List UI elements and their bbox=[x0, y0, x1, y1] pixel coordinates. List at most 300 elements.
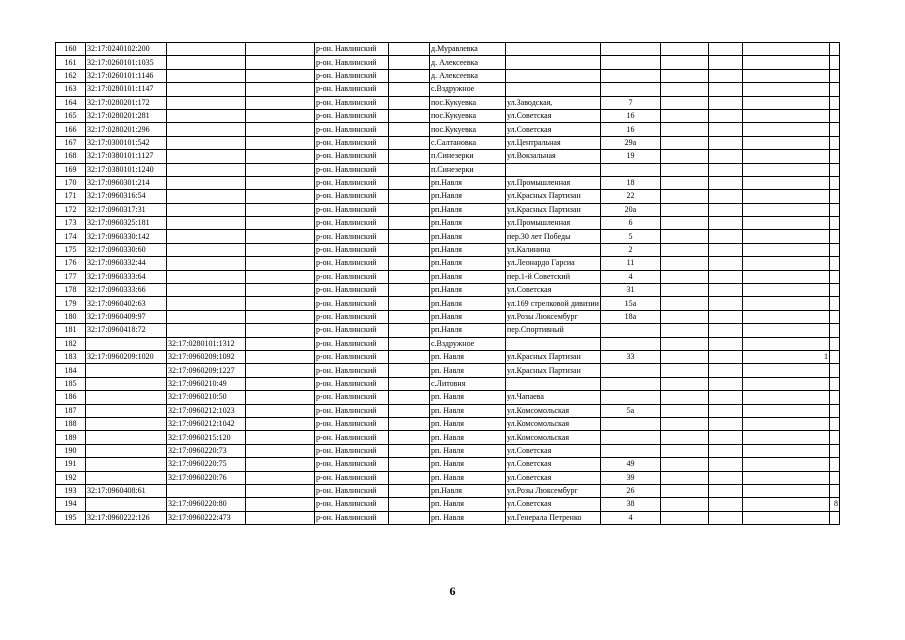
house-number-cell: 19 bbox=[600, 150, 660, 163]
cell-col-5 bbox=[389, 43, 430, 56]
cell-col-3 bbox=[246, 377, 315, 390]
cadastral-number-1 bbox=[86, 404, 167, 417]
cadastral-number-2 bbox=[167, 150, 246, 163]
house-number-cell: 5а bbox=[600, 404, 660, 417]
table-row bbox=[56, 297, 840, 310]
cadastral-number-1: 32:17:0960209:1020 bbox=[86, 350, 167, 363]
row-number: 176 bbox=[56, 257, 86, 270]
locality-cell: рп. Навля bbox=[430, 431, 506, 444]
cell-col-9 bbox=[660, 257, 708, 270]
cell-col-11: 1 bbox=[742, 350, 829, 363]
row-number: 183 bbox=[56, 350, 86, 363]
cadastral-number-2 bbox=[167, 297, 246, 310]
row-number: 179 bbox=[56, 297, 86, 310]
district-cell: р-он. Навлинский bbox=[315, 243, 389, 256]
locality-cell: рп. Навля bbox=[430, 471, 506, 484]
locality-cell: с.Вздружное bbox=[430, 83, 506, 96]
cell-col-9 bbox=[660, 404, 708, 417]
house-number-cell bbox=[600, 444, 660, 457]
cell-col-3 bbox=[246, 150, 315, 163]
cadastral-number-2 bbox=[167, 203, 246, 216]
table-row bbox=[56, 69, 840, 82]
street-cell: ул.169 стрелковой дивизии bbox=[506, 297, 601, 310]
district-cell: р-он. Навлинский bbox=[315, 498, 389, 511]
house-number-cell: 11 bbox=[600, 257, 660, 270]
row-number: 193 bbox=[56, 484, 86, 497]
table-row bbox=[56, 471, 840, 484]
cell-col-12 bbox=[829, 364, 839, 377]
cadastral-number-1: 32:17:0280101:1147 bbox=[86, 83, 167, 96]
cell-col-9 bbox=[660, 444, 708, 457]
table-row bbox=[56, 243, 840, 256]
table-row bbox=[56, 391, 840, 404]
street-cell: ул.Заводская, bbox=[506, 96, 601, 109]
street-cell: ул.Красных Партизан bbox=[506, 190, 601, 203]
house-number-cell: 18 bbox=[600, 176, 660, 189]
cell-col-12 bbox=[829, 217, 839, 230]
cadastral-number-1 bbox=[86, 498, 167, 511]
locality-cell: рп.Навля bbox=[430, 203, 506, 216]
cadastral-number-1: 32:17:0300101:542 bbox=[86, 136, 167, 149]
cell-col-12 bbox=[829, 458, 839, 471]
cell-col-12: 8 bbox=[829, 498, 839, 511]
cadastral-number-1 bbox=[86, 471, 167, 484]
cadastral-number-1: 32:17:0960408:61 bbox=[86, 484, 167, 497]
district-cell: р-он. Навлинский bbox=[315, 109, 389, 122]
cadastral-number-2: 32:17:0960210:49 bbox=[167, 377, 246, 390]
district-cell: р-он. Навлинский bbox=[315, 391, 389, 404]
cell-col-9 bbox=[660, 56, 708, 69]
cell-col-11 bbox=[742, 431, 829, 444]
street-cell bbox=[506, 163, 601, 176]
cell-col-9 bbox=[660, 69, 708, 82]
cell-col-3 bbox=[246, 297, 315, 310]
cell-col-12 bbox=[829, 123, 839, 136]
cadastral-number-2: 32:17:0960212:1042 bbox=[167, 417, 246, 430]
cell-col-11 bbox=[742, 270, 829, 283]
cell-col-10 bbox=[708, 123, 742, 136]
cell-col-10 bbox=[708, 404, 742, 417]
house-number-cell: 6 bbox=[600, 217, 660, 230]
cadastral-number-2 bbox=[167, 190, 246, 203]
district-cell: р-он. Навлинский bbox=[315, 83, 389, 96]
cell-col-9 bbox=[660, 431, 708, 444]
cadastral-number-1: 32:17:0960316:54 bbox=[86, 190, 167, 203]
cell-col-9 bbox=[660, 163, 708, 176]
cell-col-10 bbox=[708, 230, 742, 243]
row-number: 190 bbox=[56, 444, 86, 457]
house-number-cell bbox=[600, 163, 660, 176]
cell-col-3 bbox=[246, 69, 315, 82]
cadastral-number-1 bbox=[86, 364, 167, 377]
district-cell: р-он. Навлинский bbox=[315, 417, 389, 430]
cell-col-5 bbox=[389, 257, 430, 270]
cell-col-11 bbox=[742, 190, 829, 203]
street-cell: ул.Комсомольская bbox=[506, 417, 601, 430]
cell-col-12 bbox=[829, 324, 839, 337]
table-row bbox=[56, 217, 840, 230]
cadastral-number-2 bbox=[167, 217, 246, 230]
cadastral-number-2: 32:17:0960210:50 bbox=[167, 391, 246, 404]
row-number: 178 bbox=[56, 284, 86, 297]
cell-col-11 bbox=[742, 257, 829, 270]
table-row bbox=[56, 109, 840, 122]
cell-col-12 bbox=[829, 190, 839, 203]
table-row bbox=[56, 324, 840, 337]
table-row bbox=[56, 270, 840, 283]
cell-col-3 bbox=[246, 337, 315, 350]
cell-col-3 bbox=[246, 471, 315, 484]
cell-col-9 bbox=[660, 364, 708, 377]
table-row bbox=[56, 96, 840, 109]
street-cell bbox=[506, 337, 601, 350]
row-number: 170 bbox=[56, 176, 86, 189]
cell-col-11 bbox=[742, 297, 829, 310]
row-number: 185 bbox=[56, 377, 86, 390]
cell-col-12 bbox=[829, 310, 839, 323]
row-number: 161 bbox=[56, 56, 86, 69]
row-number: 167 bbox=[56, 136, 86, 149]
house-number-cell bbox=[600, 337, 660, 350]
row-number: 169 bbox=[56, 163, 86, 176]
locality-cell: рп.Навля bbox=[430, 310, 506, 323]
locality-cell: д.Муравлевка bbox=[430, 43, 506, 56]
row-number: 186 bbox=[56, 391, 86, 404]
locality-cell: рп.Навля bbox=[430, 270, 506, 283]
street-cell bbox=[506, 56, 601, 69]
locality-cell: рп. Навля bbox=[430, 350, 506, 363]
street-cell: ул.Комсомольская bbox=[506, 404, 601, 417]
district-cell: р-он. Навлинский bbox=[315, 96, 389, 109]
house-number-cell: 39 bbox=[600, 471, 660, 484]
table-row bbox=[56, 484, 840, 497]
cell-col-10 bbox=[708, 431, 742, 444]
cell-col-10 bbox=[708, 391, 742, 404]
district-cell: р-он. Навлинский bbox=[315, 69, 389, 82]
cadastral-number-1 bbox=[86, 444, 167, 457]
house-number-cell: 16 bbox=[600, 109, 660, 122]
cadastral-number-2: 32:17:0960209:1092 bbox=[167, 350, 246, 363]
cell-col-3 bbox=[246, 136, 315, 149]
cell-col-10 bbox=[708, 69, 742, 82]
cell-col-3 bbox=[246, 498, 315, 511]
cell-col-5 bbox=[389, 190, 430, 203]
cell-col-3 bbox=[246, 444, 315, 457]
cadastral-number-2 bbox=[167, 163, 246, 176]
table-row bbox=[56, 431, 840, 444]
cell-col-11 bbox=[742, 471, 829, 484]
cadastral-number-2: 32:17:0960212:1023 bbox=[167, 404, 246, 417]
cadastral-number-1: 32:17:0960222:126 bbox=[86, 511, 167, 524]
cell-col-12 bbox=[829, 484, 839, 497]
table-row bbox=[56, 350, 840, 363]
locality-cell: пос.Кукуевка bbox=[430, 96, 506, 109]
row-number: 187 bbox=[56, 404, 86, 417]
cell-col-3 bbox=[246, 484, 315, 497]
cadastral-number-2: 32:17:0960220:75 bbox=[167, 458, 246, 471]
house-number-cell: 38 bbox=[600, 498, 660, 511]
cell-col-11 bbox=[742, 123, 829, 136]
house-number-cell: 20а bbox=[600, 203, 660, 216]
cell-col-5 bbox=[389, 270, 430, 283]
table-row bbox=[56, 136, 840, 149]
locality-cell: п.Синезерки bbox=[430, 150, 506, 163]
district-cell: р-он. Навлинский bbox=[315, 350, 389, 363]
cell-col-5 bbox=[389, 176, 430, 189]
table-row bbox=[56, 404, 840, 417]
locality-cell: рп. Навля bbox=[430, 458, 506, 471]
street-cell: ул.Генерала Петренко bbox=[506, 511, 601, 524]
cadastral-number-1: 32:17:0260101:1146 bbox=[86, 69, 167, 82]
cadastral-number-2 bbox=[167, 96, 246, 109]
district-cell: р-он. Навлинский bbox=[315, 364, 389, 377]
locality-cell: рп.Навля bbox=[430, 284, 506, 297]
cell-col-3 bbox=[246, 257, 315, 270]
cadastral-number-1: 32:17:0280201:296 bbox=[86, 123, 167, 136]
cell-col-12 bbox=[829, 43, 839, 56]
house-number-cell bbox=[600, 43, 660, 56]
row-number: 166 bbox=[56, 123, 86, 136]
cell-col-5 bbox=[389, 377, 430, 390]
street-cell bbox=[506, 377, 601, 390]
cell-col-11 bbox=[742, 56, 829, 69]
cell-col-9 bbox=[660, 43, 708, 56]
cadastral-number-1: 32:17:0960325:181 bbox=[86, 217, 167, 230]
cadastral-number-2 bbox=[167, 43, 246, 56]
cell-col-9 bbox=[660, 284, 708, 297]
cell-col-10 bbox=[708, 350, 742, 363]
house-number-cell: 26 bbox=[600, 484, 660, 497]
cell-col-10 bbox=[708, 284, 742, 297]
cell-col-9 bbox=[660, 511, 708, 524]
cell-col-11 bbox=[742, 230, 829, 243]
house-number-cell bbox=[600, 417, 660, 430]
cell-col-3 bbox=[246, 109, 315, 122]
cell-col-5 bbox=[389, 431, 430, 444]
cell-col-3 bbox=[246, 176, 315, 189]
cell-col-5 bbox=[389, 484, 430, 497]
cell-col-12 bbox=[829, 150, 839, 163]
locality-cell: рп.Навля bbox=[430, 243, 506, 256]
cadastral-number-1 bbox=[86, 431, 167, 444]
cell-col-9 bbox=[660, 471, 708, 484]
district-cell: р-он. Навлинский bbox=[315, 136, 389, 149]
locality-cell: рп. Навля bbox=[430, 498, 506, 511]
cell-col-11 bbox=[742, 337, 829, 350]
cell-col-9 bbox=[660, 243, 708, 256]
cell-col-3 bbox=[246, 203, 315, 216]
table-row bbox=[56, 458, 840, 471]
cadastral-number-2: 32:17:0280101:1312 bbox=[167, 337, 246, 350]
cell-col-12 bbox=[829, 417, 839, 430]
cadastral-number-1 bbox=[86, 417, 167, 430]
district-cell: р-он. Навлинский bbox=[315, 484, 389, 497]
district-cell: р-он. Навлинский bbox=[315, 150, 389, 163]
cadastral-number-2 bbox=[167, 136, 246, 149]
street-cell: ул.Вокзальная bbox=[506, 150, 601, 163]
cell-col-3 bbox=[246, 431, 315, 444]
cell-col-11 bbox=[742, 203, 829, 216]
cell-col-12 bbox=[829, 176, 839, 189]
table-row bbox=[56, 203, 840, 216]
table-row bbox=[56, 83, 840, 96]
cadastral-number-1: 32:17:0960317:31 bbox=[86, 203, 167, 216]
cell-col-9 bbox=[660, 417, 708, 430]
district-cell: р-он. Навлинский bbox=[315, 324, 389, 337]
street-cell: ул.Промышленная bbox=[506, 176, 601, 189]
cell-col-12 bbox=[829, 257, 839, 270]
cell-col-12 bbox=[829, 377, 839, 390]
cell-col-3 bbox=[246, 96, 315, 109]
locality-cell: рп. Навля bbox=[430, 511, 506, 524]
cadastral-number-2 bbox=[167, 123, 246, 136]
cell-col-11 bbox=[742, 458, 829, 471]
table-row bbox=[56, 150, 840, 163]
street-cell: ул.Советская bbox=[506, 458, 601, 471]
cell-col-10 bbox=[708, 176, 742, 189]
district-cell: р-он. Навлинский bbox=[315, 257, 389, 270]
house-number-cell: 4 bbox=[600, 511, 660, 524]
locality-cell: рп.Навля bbox=[430, 190, 506, 203]
row-number: 181 bbox=[56, 324, 86, 337]
cell-col-9 bbox=[660, 96, 708, 109]
cell-col-3 bbox=[246, 364, 315, 377]
cadastral-number-1: 32:17:0260101:1035 bbox=[86, 56, 167, 69]
cell-col-12 bbox=[829, 56, 839, 69]
district-cell: р-он. Навлинский bbox=[315, 217, 389, 230]
cell-col-5 bbox=[389, 324, 430, 337]
house-number-cell: 29а bbox=[600, 136, 660, 149]
house-number-cell: 49 bbox=[600, 458, 660, 471]
table-row bbox=[56, 444, 840, 457]
cell-col-3 bbox=[246, 217, 315, 230]
cadastral-number-2: 32:17:0960215:120 bbox=[167, 431, 246, 444]
locality-cell: рп.Навля bbox=[430, 484, 506, 497]
street-cell: ул.Советская bbox=[506, 123, 601, 136]
street-cell: ул.Розы Люксембург bbox=[506, 310, 601, 323]
cell-col-11 bbox=[742, 109, 829, 122]
house-number-cell bbox=[600, 83, 660, 96]
cell-col-5 bbox=[389, 404, 430, 417]
house-number-cell: 2 bbox=[600, 243, 660, 256]
cadastral-number-1: 32:17:0960333:66 bbox=[86, 284, 167, 297]
cell-col-9 bbox=[660, 391, 708, 404]
cell-col-10 bbox=[708, 297, 742, 310]
street-cell: ул.Леонардо Гарсиа bbox=[506, 257, 601, 270]
district-cell: р-он. Навлинский bbox=[315, 511, 389, 524]
cell-col-5 bbox=[389, 310, 430, 323]
cell-col-3 bbox=[246, 404, 315, 417]
cell-col-11 bbox=[742, 96, 829, 109]
cell-col-12 bbox=[829, 391, 839, 404]
cell-col-3 bbox=[246, 163, 315, 176]
locality-cell: рп.Навля bbox=[430, 230, 506, 243]
house-number-cell: 5 bbox=[600, 230, 660, 243]
cell-col-12 bbox=[829, 444, 839, 457]
locality-cell: д. Алексеевка bbox=[430, 56, 506, 69]
cell-col-12 bbox=[829, 337, 839, 350]
cell-col-12 bbox=[829, 404, 839, 417]
locality-cell: с.Салтановка bbox=[430, 136, 506, 149]
cell-col-5 bbox=[389, 511, 430, 524]
cadastral-number-2 bbox=[167, 109, 246, 122]
cell-col-10 bbox=[708, 163, 742, 176]
cell-col-10 bbox=[708, 324, 742, 337]
cell-col-5 bbox=[389, 337, 430, 350]
street-cell: пер.30 лет Победы bbox=[506, 230, 601, 243]
district-cell: р-он. Навлинский bbox=[315, 203, 389, 216]
cell-col-3 bbox=[246, 43, 315, 56]
table-row bbox=[56, 511, 840, 524]
cell-col-5 bbox=[389, 364, 430, 377]
cadastral-number-2: 32:17:0960220:76 bbox=[167, 471, 246, 484]
table-row bbox=[56, 284, 840, 297]
table-row bbox=[56, 123, 840, 136]
street-cell: ул.Розы Люксембург bbox=[506, 484, 601, 497]
cell-col-12 bbox=[829, 83, 839, 96]
district-cell: р-он. Навлинский bbox=[315, 163, 389, 176]
row-number: 163 bbox=[56, 83, 86, 96]
district-cell: р-он. Навлинский bbox=[315, 458, 389, 471]
cadastral-number-1 bbox=[86, 337, 167, 350]
house-number-cell bbox=[600, 364, 660, 377]
cell-col-5 bbox=[389, 444, 430, 457]
street-cell: ул.Калинина bbox=[506, 243, 601, 256]
cell-col-5 bbox=[389, 217, 430, 230]
cadastral-number-2 bbox=[167, 176, 246, 189]
cell-col-9 bbox=[660, 270, 708, 283]
table-row bbox=[56, 498, 840, 511]
locality-cell: рп. Навля bbox=[430, 417, 506, 430]
cadastral-number-2 bbox=[167, 284, 246, 297]
cell-col-5 bbox=[389, 96, 430, 109]
table-row bbox=[56, 43, 840, 56]
cadastral-number-2 bbox=[167, 484, 246, 497]
cell-col-9 bbox=[660, 498, 708, 511]
cadastral-number-2 bbox=[167, 69, 246, 82]
district-cell: р-он. Навлинский bbox=[315, 471, 389, 484]
cadastral-number-1: 32:17:0240102:200 bbox=[86, 43, 167, 56]
row-number: 165 bbox=[56, 109, 86, 122]
cell-col-9 bbox=[660, 230, 708, 243]
cell-col-11 bbox=[742, 163, 829, 176]
cadastral-number-1: 32:17:0280201:281 bbox=[86, 109, 167, 122]
district-cell: р-он. Навлинский bbox=[315, 176, 389, 189]
row-number: 174 bbox=[56, 230, 86, 243]
street-cell: ул.Комсомольская bbox=[506, 431, 601, 444]
row-number: 177 bbox=[56, 270, 86, 283]
cell-col-5 bbox=[389, 69, 430, 82]
cadastral-number-1: 32:17:0960330:60 bbox=[86, 243, 167, 256]
row-number: 188 bbox=[56, 417, 86, 430]
cell-col-5 bbox=[389, 243, 430, 256]
street-cell: ул.Советская bbox=[506, 109, 601, 122]
locality-cell: рп.Навля bbox=[430, 176, 506, 189]
cadastral-number-2 bbox=[167, 310, 246, 323]
cell-col-9 bbox=[660, 217, 708, 230]
street-cell: ул.Советская bbox=[506, 498, 601, 511]
cell-col-11 bbox=[742, 417, 829, 430]
cell-col-11 bbox=[742, 136, 829, 149]
table-row bbox=[56, 377, 840, 390]
locality-cell: рп. Навля bbox=[430, 364, 506, 377]
cell-col-12 bbox=[829, 96, 839, 109]
cell-col-5 bbox=[389, 136, 430, 149]
street-cell: ул.Промышленная bbox=[506, 217, 601, 230]
house-number-cell: 22 bbox=[600, 190, 660, 203]
cell-col-12 bbox=[829, 511, 839, 524]
cell-col-5 bbox=[389, 284, 430, 297]
